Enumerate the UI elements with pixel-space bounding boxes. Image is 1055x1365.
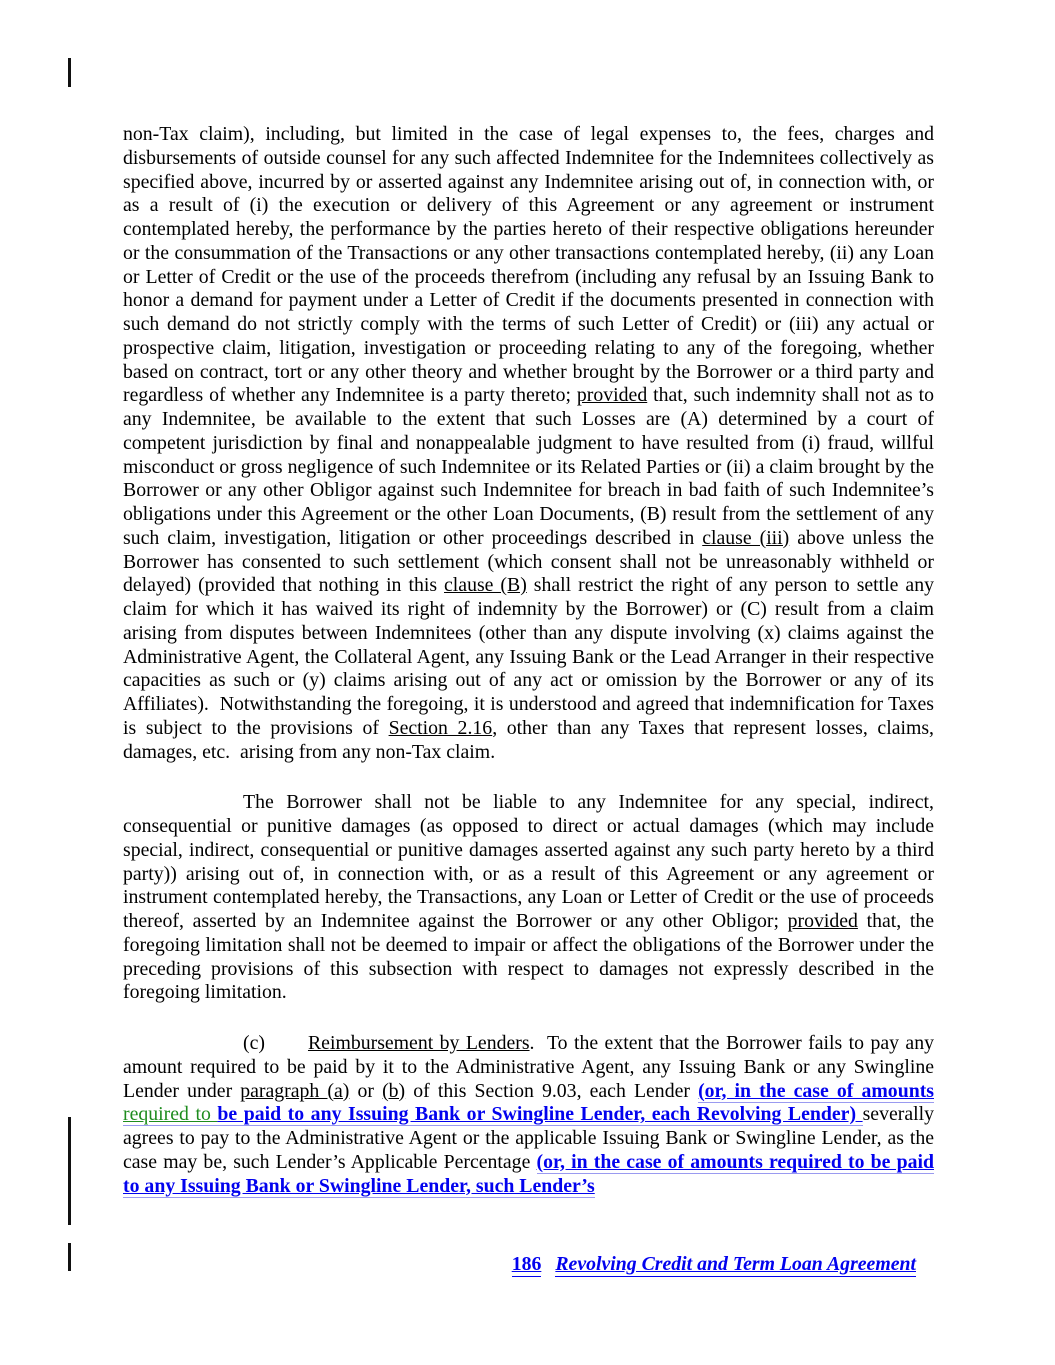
damages-limitation-paragraph bbox=[123, 791, 934, 1005]
inserted-text-blue: be paid to any Issuing Bank or Swingline Lender, each Revolving Lender) bbox=[217, 1103, 863, 1126]
inserted-text-green: required to bbox=[123, 1103, 218, 1126]
change-bar bbox=[68, 1243, 71, 1271]
body-text: shall restrict the right of any person to settle any claim for which it has waived its right of indemnity by the Borrower) or (C) result from a claim arising from disputes between Indemnitees (other than any dispute involving (x) claims against the Administrative Agent, the Collateral Agent, any Issuing Bank or the Lead Arranger in their respective capacities as such or (y) claims arising out of any act or omission by the Borrower or any of its Affiliates). Notwithstanding the foregoing, it is understood and agreed that indemnification for Taxes is subject to the provisions of bbox=[123, 574, 934, 739]
page-footer bbox=[512, 1253, 916, 1276]
indemnity-paragraph bbox=[123, 123, 934, 764]
body-text: non-Tax claim), including, but limited in the case of legal expenses to, the fees, charges and disbursements of outside counsel for any such affected Indemnitee for the Indemnitees collectively as specified above, incurred by or asserted against any Indemnitee arising out of, in connection with, or as a result of (i) the execution or delivery of this Agreement or any agreement or instrument contemplated hereby, the performance by the parties hereto of their respective obligations hereunder or the consummation of the Transactions or any other transactions contemplated hereby, (ii) any Loan or Letter of Credit or the use of the proceeds therefrom (including any refusal by an Issuing Bank to honor a demand for payment under a Letter of Credit if the documents presented in connection with such demand do not strictly comply with the terms of such Letter of Credit) or (iii) any actual or prospective claim, litigation, investigation or proceeding relating to any of the foregoing, whether based on contract, tort or any other theory and whether brought by the Borrower or a third party and regardless of whether any Indemnitee is a party thereto; bbox=[123, 123, 934, 407]
underlined-term: provided bbox=[576, 384, 648, 407]
body-text: above unless the Borrower has consented to such settlement (which consent shall not be unreasonably withheld or delayed) (provided that nothing in this bbox=[123, 526, 934, 597]
underlined-term: Section 2.16 bbox=[388, 716, 493, 739]
reimbursement-by-lenders-paragraph bbox=[123, 1032, 934, 1198]
body-text: of this Section 9.03, each Lender bbox=[405, 1079, 699, 1102]
change-bar bbox=[68, 1117, 71, 1225]
inserted-text-blue: (or, in the case of amounts required to be paid to any Issuing Bank or Swingline Lender, such Lender’s bbox=[123, 1150, 934, 1197]
underlined-term: Reimbursement by Lenders bbox=[307, 1032, 530, 1054]
body-text: , other than any Taxes that represent losses, claims, damages, etc. arising from any non-Tax claim. bbox=[123, 716, 935, 763]
underlined-term: paragraph (a) bbox=[240, 1079, 350, 1102]
body-text: severally agrees to pay to the Administrative Agent or the applicable Issuing Bank or Swingline Lender, as the case may be, such Lender’s Applicable Percentage bbox=[123, 1103, 934, 1173]
underlined-term: provided bbox=[787, 910, 858, 932]
footer-page-number: 186 bbox=[511, 1253, 542, 1275]
underlined-term: clause (iii) bbox=[702, 526, 790, 549]
footer-doc-title: Revolving Credit and Term Loan Agreement bbox=[555, 1253, 916, 1275]
body-text: that, the foregoing limitation shall not be deemed to impair or affect the obligations of the Borrower under the preceding provisions of this subsection with respect to damages not expressly described in the foregoing limitation. bbox=[123, 910, 934, 1004]
body-text: (c) bbox=[243, 1032, 265, 1054]
body-text: or bbox=[349, 1079, 383, 1102]
underlined-term: (b) bbox=[382, 1079, 406, 1102]
inserted-text-blue: (or, in the case of amounts bbox=[698, 1079, 934, 1102]
body-text: that, such indemnity shall not as to any Indemnitee, be available to the extent that such Losses are (A) determined by a court of competent jurisdiction by final and nonappealable judgment to have resulted from (i) fraud, willful misconduct or gross negligence of such Indemnitee or its Related Parties or (ii) a claim brought by the Borrower or any other Obligor against such Indemnitee for breach in bad faith of such Indemnitee’s obligations under this Agreement or the other Loan Documents, (B) result from the settlement of any such claim, investigation, litigation or other proceedings described in bbox=[123, 384, 934, 549]
underlined-term: clause (B) bbox=[444, 574, 527, 597]
body-text: . To the extent that the Borrower fails to pay any amount required to be paid by it to the Administrative Agent, any Issuing Bank or any Swingline Lender under bbox=[123, 1032, 934, 1102]
change-bar bbox=[68, 58, 71, 87]
page-body bbox=[123, 123, 934, 1225]
body-text: The Borrower shall not be liable to any Indemnitee for any special, indirect, consequential or punitive damages (as opposed to direct or actual damages (which may include special, indirect, consequential or punitive damages asserted against any such party hereto by a third party)) arising out of, in connection with, or as a result of this Agreement or any agreement or instrument contemplated hereby, the Transactions, any Loan or Letter of Credit or the use of proceeds thereof, asserted by an Indemnitee against the Borrower or any other Obligor; bbox=[123, 791, 934, 932]
